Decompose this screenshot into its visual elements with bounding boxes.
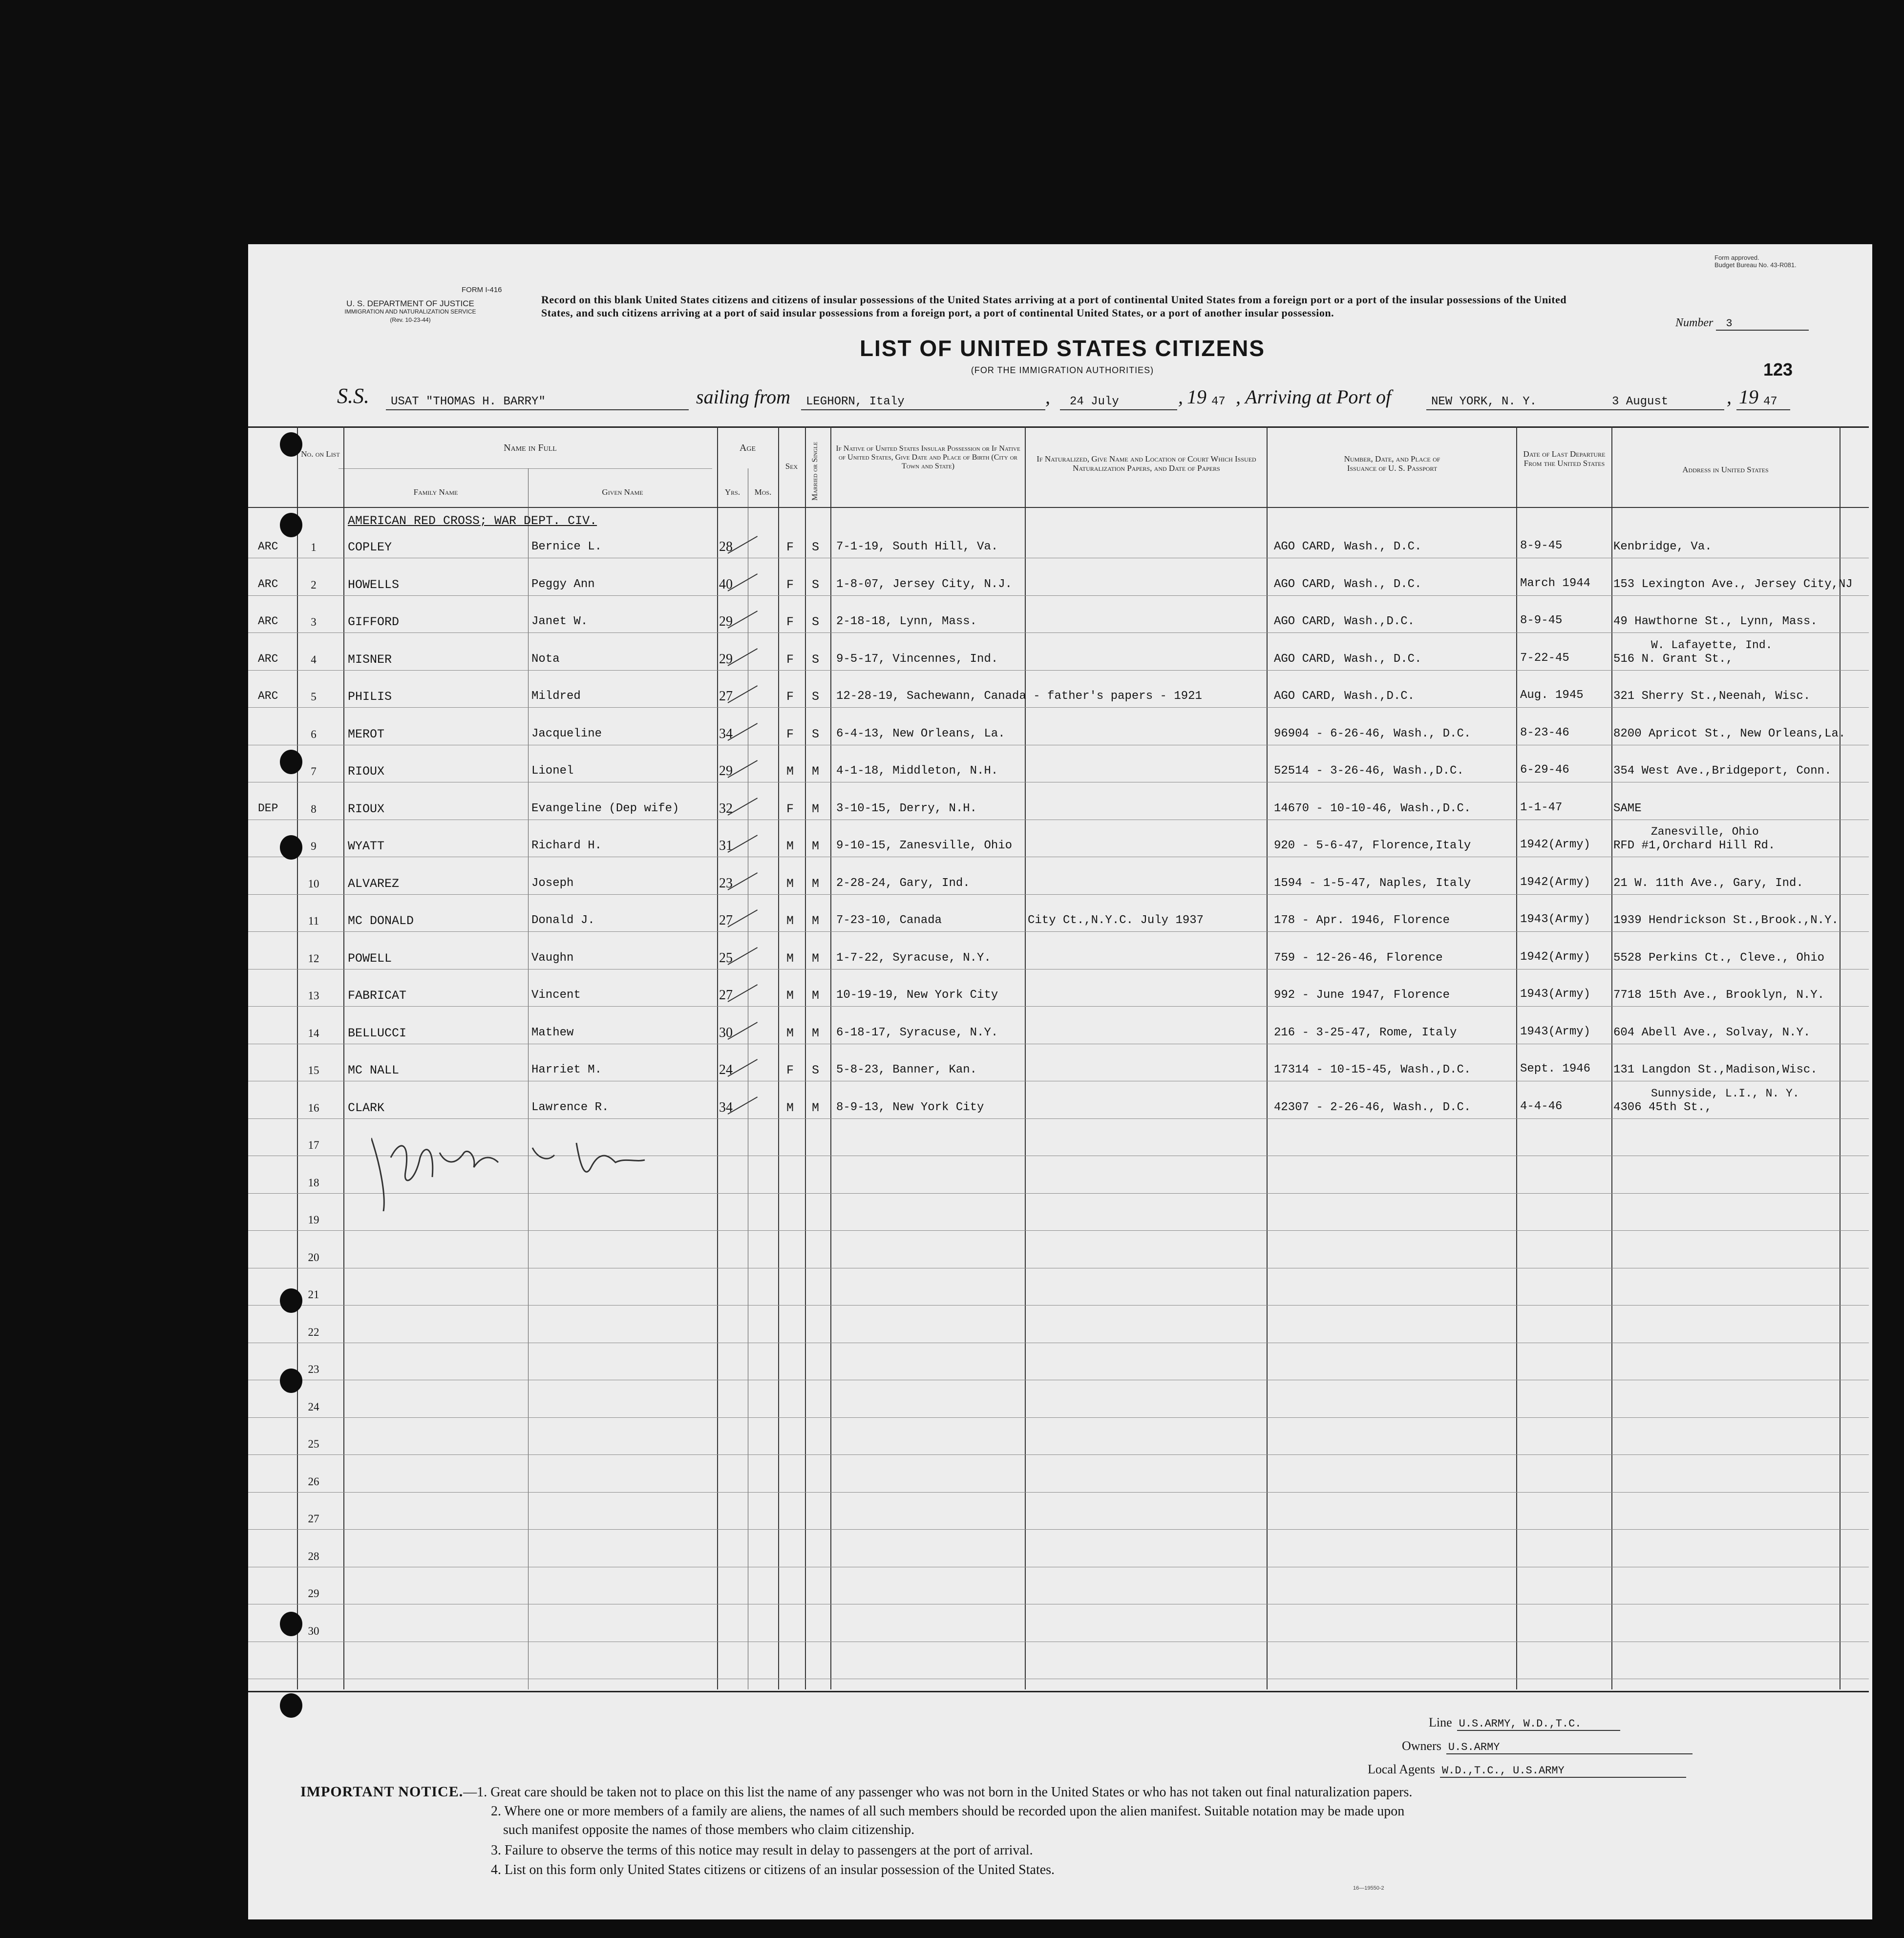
marital-status: M	[812, 839, 820, 853]
address: 131 Langdon St.,Madison,Wisc.	[1613, 1063, 1818, 1076]
last-departure: 1943(Army)	[1520, 913, 1591, 926]
sex: F	[786, 727, 794, 741]
form-number: FORM I-416	[462, 286, 502, 294]
marital-status: M	[812, 1101, 820, 1115]
row-tag: ARC	[258, 653, 278, 665]
punch-hole	[280, 835, 302, 860]
row-number: 22	[308, 1326, 319, 1338]
record-instructions: Record on this blank United States citizens and citizens of insular possessions of the United States arriving at a port of continental United States from a foreign port or a port of the insular possessions of the United States, and such citizens arriving at a port of said insular possessions from a foreign port, a port of continental United States, or a port of another insular possession.	[541, 294, 1567, 319]
age-years: 29	[719, 763, 733, 779]
family-name: HOWELLS	[348, 578, 400, 592]
sex: M	[786, 764, 794, 779]
age-years: 40	[719, 577, 733, 592]
family-name: MC NALL	[348, 1063, 400, 1077]
department-name: U. S. DEPARTMENT OF JUSTICE IMMIGRATION AND NATURALIZATION SERVICE (Rev. 10-23-44)	[344, 299, 476, 323]
notice-item-2-cont: such manifest opposite the names of those members who claim citizenship.	[503, 1822, 915, 1837]
row-number: 12	[308, 952, 319, 965]
birth-info: 1-7-22, Syracuse, N.Y.	[836, 951, 991, 965]
marital-status: S	[812, 540, 820, 554]
row-tag: ARC	[258, 615, 278, 628]
row-number: 30	[308, 1625, 319, 1637]
row-number: 18	[308, 1177, 319, 1189]
row-number: 2	[311, 579, 317, 591]
given-name: Evangeline (Dep wife)	[531, 802, 679, 815]
marital-status: S	[812, 690, 820, 704]
birth-info: 1-8-07, Jersey City, N.J.	[836, 578, 1013, 591]
sailing-from-label: sailing from	[696, 386, 790, 408]
last-departure: 8-9-45	[1520, 539, 1563, 552]
birth-info: 6-4-13, New Orleans, La.	[836, 727, 1005, 740]
col-name-in-full: Name in Full	[504, 442, 557, 453]
given-name: Vaughn	[531, 951, 574, 965]
row-number: 3	[311, 616, 317, 628]
birth-info: 2-18-18, Lynn, Mass.	[836, 615, 977, 628]
marital-status: M	[812, 914, 820, 928]
from-port: LEGHORN, Italy	[806, 395, 905, 408]
passport: 17314 - 10-15-45, Wash.,D.C.	[1274, 1063, 1471, 1076]
family-name: MISNER	[348, 653, 392, 667]
passport: 759 - 12-26-46, Florence	[1274, 951, 1443, 965]
birth-info: 6-18-17, Syracuse, N.Y.	[836, 1026, 998, 1039]
col-age-mos: Mos.	[754, 487, 772, 497]
row-number: 1	[311, 541, 317, 553]
family-name: ALVAREZ	[348, 877, 400, 891]
family-name: MC DONALD	[348, 914, 414, 928]
col-married-single: Married or Single	[811, 442, 819, 501]
birth-info: 2-28-24, Gary, Ind.	[836, 877, 970, 890]
family-name: RIOUX	[348, 764, 385, 779]
sex: F	[786, 690, 794, 704]
departure-year: 47	[1211, 395, 1226, 408]
last-departure: 1943(Army)	[1520, 988, 1591, 1001]
birth-info: 12-28-19, Sachewann, Canada - father's papers - 1921	[836, 690, 1202, 703]
passport: 178 - Apr. 1946, Florence	[1274, 914, 1450, 927]
birth-info: 8-9-13, New York City	[836, 1101, 984, 1114]
row-number: 11	[308, 915, 319, 927]
row-number: 24	[308, 1401, 319, 1413]
given-name: Harriet M.	[531, 1063, 602, 1076]
address-line-above: Sunnyside, L.I., N. Y.	[1651, 1087, 1799, 1100]
row-number: 19	[308, 1214, 319, 1226]
birth-info: 7-1-19, South Hill, Va.	[836, 540, 998, 553]
sex: M	[786, 1101, 794, 1115]
address: 516 N. Grant St.,	[1613, 653, 1733, 666]
row-number: 13	[308, 990, 319, 1002]
age-years: 25	[719, 950, 733, 966]
page-subtitle: (FOR THE IMMIGRATION AUTHORITIES)	[971, 365, 1154, 375]
arriving-label: , Arriving at Port of	[1236, 386, 1392, 408]
col-birth: If Native of United States Insular Possession or If Native of United States, Give Date and Place of Birth (City or Town and State)	[836, 444, 1020, 470]
last-departure: 7-22-45	[1520, 652, 1569, 665]
passport: AGO CARD, Wash., D.C.	[1274, 653, 1422, 666]
last-departure: 1942(Army)	[1520, 950, 1591, 964]
sex: F	[786, 578, 794, 592]
passport: AGO CARD, Wash., D.C.	[1274, 578, 1422, 591]
col-age: Age	[739, 442, 756, 453]
voyage-line: S.S. USAT "THOMAS H. BARRY" sailing from LEGHORN, Italy , 24 July , 19 47 , Arriving at Port of NEW YORK, N. Y. 3 August , 19 47	[293, 387, 1856, 412]
age-years: 27	[719, 913, 733, 928]
departure-date: 24 July	[1070, 395, 1119, 408]
col-naturalized: If Naturalized, Give Name and Location of Court Which Issued Naturalization Papers, and Date of Papers	[1037, 454, 1256, 473]
last-departure: Aug. 1945	[1520, 689, 1584, 702]
age-years: 29	[719, 614, 733, 629]
row-number: 26	[308, 1475, 319, 1488]
sex: F	[786, 540, 794, 554]
passport: 96904 - 6-26-46, Wash., D.C.	[1274, 727, 1471, 740]
sex: M	[786, 1026, 794, 1040]
marital-status: S	[812, 578, 820, 592]
row-number: 29	[308, 1587, 319, 1600]
footer-line: Line U.S.ARMY, W.D.,T.C.	[1429, 1715, 1620, 1731]
age-years: 28	[719, 539, 733, 554]
family-name: WYATT	[348, 839, 385, 853]
address-line-above: W. Lafayette, Ind.	[1651, 639, 1773, 652]
family-name: MEROT	[348, 727, 385, 741]
address: 321 Sherry St.,Neenah, Wisc.	[1613, 690, 1811, 703]
col-family-name: Family Name	[413, 487, 458, 497]
birth-info: 3-10-15, Derry, N.H.	[836, 802, 977, 815]
footer-owners: Owners U.S.ARMY	[1402, 1739, 1692, 1754]
col-given-name: Given Name	[602, 487, 643, 497]
passport: 920 - 5-6-47, Florence,Italy	[1274, 839, 1471, 852]
punch-hole	[280, 1288, 302, 1313]
given-name: Lawrence R.	[531, 1101, 609, 1114]
marital-status: S	[812, 653, 820, 667]
address: 7718 15th Ave., Brooklyn, N.Y.	[1613, 989, 1825, 1002]
group-heading: AMERICAN RED CROSS; WAR DEPT. CIV.	[348, 514, 597, 528]
given-name: Peggy Ann	[531, 578, 595, 591]
sex: M	[786, 877, 794, 891]
last-departure: 1943(Army)	[1520, 1025, 1591, 1038]
address: 8200 Apricot St., New Orleans,La.	[1613, 727, 1846, 740]
address: 153 Lexington Ave., Jersey City,NJ	[1613, 578, 1853, 591]
given-name: Nota	[531, 653, 560, 666]
sex: M	[786, 914, 794, 928]
row-number: 23	[308, 1363, 319, 1375]
sex: F	[786, 1063, 794, 1077]
age-years: 32	[719, 801, 733, 816]
birth-info: 9-10-15, Zanesville, Ohio	[836, 839, 1013, 852]
given-name: Donald J.	[531, 914, 595, 927]
col-sex: Sex	[785, 462, 798, 471]
row-number: 25	[308, 1438, 319, 1450]
sex: M	[786, 951, 794, 966]
sex: F	[786, 615, 794, 629]
family-name: PHILIS	[348, 690, 392, 704]
naturalization: City Ct.,N.Y.C. July 1937	[1028, 914, 1204, 927]
family-name: FABRICAT	[348, 989, 407, 1003]
arrival-year: 47	[1763, 395, 1777, 408]
page-title: LIST OF UNITED STATES CITIZENS	[859, 336, 1266, 361]
punch-hole	[280, 432, 302, 457]
page-number: 123	[1763, 359, 1793, 379]
passport: AGO CARD, Wash.,D.C.	[1274, 690, 1415, 703]
row-number: 8	[311, 803, 317, 815]
age-years: 27	[719, 988, 733, 1003]
passport: 1594 - 1-5-47, Naples, Italy	[1274, 877, 1471, 890]
age-years: 23	[719, 876, 733, 891]
age-years: 31	[719, 838, 733, 853]
birth-info: 5-8-23, Banner, Kan.	[836, 1063, 977, 1076]
row-number: 4	[311, 653, 317, 666]
marital-status: M	[812, 802, 820, 816]
address: Kenbridge, Va.	[1613, 540, 1712, 553]
given-name: Richard H.	[531, 839, 602, 852]
row-tag: ARC	[258, 540, 278, 553]
address: 1939 Hendrickson St.,Brook.,N.Y.	[1613, 914, 1839, 927]
row-number: 10	[308, 878, 319, 890]
row-tag: DEP	[258, 802, 278, 815]
age-years: 29	[719, 652, 733, 667]
last-departure: 1942(Army)	[1520, 838, 1591, 851]
punch-hole	[280, 1369, 302, 1393]
age-years: 24	[719, 1062, 733, 1077]
row-tag: ARC	[258, 578, 278, 590]
row-number: 17	[308, 1139, 319, 1151]
col-no-on-list: No. on List	[301, 449, 340, 459]
sex: M	[786, 989, 794, 1003]
address: 49 Hawthorne St., Lynn, Mass.	[1613, 615, 1818, 628]
last-departure: 1-1-47	[1520, 801, 1563, 814]
passport: 14670 - 10-10-46, Wash.,D.C.	[1274, 802, 1471, 815]
sex: F	[786, 653, 794, 667]
row-number: 7	[311, 765, 317, 778]
departure-year-prefix: 19	[1187, 386, 1206, 408]
sex: F	[786, 802, 794, 816]
marital-status: M	[812, 764, 820, 779]
given-name: Joseph	[531, 877, 574, 890]
given-name: Lionel	[531, 764, 574, 778]
address: 21 W. 11th Ave., Gary, Ind.	[1613, 877, 1803, 890]
age-years: 34	[719, 726, 733, 741]
given-name: Vincent	[531, 989, 581, 1002]
col-last-departure: Date of Last Departure From the United States	[1523, 449, 1606, 468]
passport: 52514 - 3-26-46, Wash.,D.C.	[1274, 764, 1464, 778]
last-departure: March 1944	[1520, 577, 1591, 590]
address: 604 Abell Ave., Solvay, N.Y.	[1613, 1026, 1811, 1039]
print-code: 16—19550-2	[1353, 1885, 1384, 1891]
family-name: BELLUCCI	[348, 1026, 407, 1040]
given-name: Mathew	[531, 1026, 574, 1039]
address: 354 West Ave.,Bridgeport, Conn.	[1613, 764, 1832, 778]
given-name: Bernice L.	[531, 540, 602, 553]
col-address: Address in United States	[1682, 465, 1769, 474]
punch-hole	[280, 750, 302, 774]
family-name: CLARK	[348, 1101, 385, 1115]
arrival-date: 3 August	[1612, 395, 1669, 408]
punch-hole	[280, 513, 302, 537]
age-years: 34	[719, 1100, 733, 1115]
family-name: POWELL	[348, 951, 392, 966]
handwritten-signature	[371, 1128, 713, 1211]
form-approved-note: Form approved. Budget Bureau No. 43-R081.	[1714, 254, 1797, 269]
row-number: 6	[311, 728, 317, 740]
marital-status: M	[812, 989, 820, 1003]
passport: 992 - June 1947, Florence	[1274, 989, 1450, 1002]
passport: 216 - 3-25-47, Rome, Italy	[1274, 1026, 1457, 1039]
family-name: GIFFORD	[348, 615, 400, 629]
ship-prefix: S.S.	[337, 384, 369, 408]
row-number: 16	[308, 1102, 319, 1114]
address: 4306 45th St.,	[1613, 1101, 1712, 1114]
last-departure: Sept. 1946	[1520, 1062, 1591, 1075]
birth-info: 7-23-10, Canada	[836, 914, 942, 927]
notice-item-2: 2. Where one or more members of a family are aliens, the names of all such members should be recorded upon the alien manifest. Suitable notation may be made upon	[491, 1804, 1405, 1819]
row-number: 21	[308, 1288, 319, 1301]
last-departure: 1942(Army)	[1520, 876, 1591, 889]
address: 5528 Perkins Ct., Cleve., Ohio	[1613, 951, 1825, 965]
last-departure: 6-29-46	[1520, 763, 1569, 777]
marital-status: M	[812, 951, 820, 966]
last-departure: 4-4-46	[1520, 1100, 1563, 1113]
address: SAME	[1613, 802, 1642, 815]
last-departure: 8-23-46	[1520, 726, 1569, 739]
notice-item-4: 4. List on this form only United States citizens or citizens of an insular possession of the United States.	[491, 1862, 1055, 1877]
ship-name: USAT "THOMAS H. BARRY"	[391, 395, 546, 408]
important-notice: IMPORTANT NOTICE.—1. Great care should be taken not to place on this list the name of any passenger who was not born in the United States or who has not taken out final naturalization papers.	[300, 1784, 1413, 1800]
given-name: Jacqueline	[531, 727, 602, 740]
age-years: 27	[719, 689, 733, 704]
punch-hole	[280, 1693, 302, 1718]
age-years: 30	[719, 1025, 733, 1040]
row-number: 14	[308, 1027, 319, 1039]
birth-info: 4-1-18, Middleton, N.H.	[836, 764, 998, 778]
row-number: 5	[311, 691, 317, 703]
sex: M	[786, 839, 794, 853]
marital-status: S	[812, 1063, 820, 1077]
passport: AGO CARD, Wash.,D.C.	[1274, 615, 1415, 628]
birth-info: 9-5-17, Vincennes, Ind.	[836, 653, 998, 666]
row-number: 9	[311, 840, 317, 852]
marital-status: M	[812, 1026, 820, 1040]
notice-item-3: 3. Failure to observe the terms of this notice may result in delay to passengers at the port of arrival.	[491, 1843, 1033, 1858]
family-name: COPLEY	[348, 540, 392, 554]
punch-hole	[280, 1612, 302, 1636]
arrival-port: NEW YORK, N. Y.	[1431, 395, 1537, 408]
marital-status: S	[812, 727, 820, 741]
row-number: 15	[308, 1064, 319, 1076]
row-tag: ARC	[258, 690, 278, 702]
passport: AGO CARD, Wash., D.C.	[1274, 540, 1422, 553]
marital-status: S	[812, 615, 820, 629]
given-name: Janet W.	[531, 615, 588, 628]
list-number: Number 3	[1675, 316, 1809, 331]
row-number: 28	[308, 1550, 319, 1562]
col-age-yrs: Yrs.	[724, 487, 740, 497]
row-number: 20	[308, 1251, 319, 1264]
given-name: Mildred	[531, 690, 581, 703]
last-departure: 8-9-45	[1520, 614, 1563, 627]
marital-status: M	[812, 877, 820, 891]
col-passport: Number, Date, and Place of Issuance of U. S. Passport	[1344, 454, 1440, 473]
family-name: RIOUX	[348, 802, 385, 816]
passport: 42307 - 2-26-46, Wash., D.C.	[1274, 1101, 1471, 1114]
footer-local-agents: Local Agents W.D.,T.C., U.S.ARMY	[1368, 1762, 1686, 1778]
birth-info: 10-19-19, New York City	[836, 989, 998, 1002]
address-line-above: Zanesville, Ohio	[1651, 825, 1759, 838]
address: RFD #1,Orchard Hill Rd.	[1613, 839, 1776, 852]
row-number: 27	[308, 1513, 319, 1525]
